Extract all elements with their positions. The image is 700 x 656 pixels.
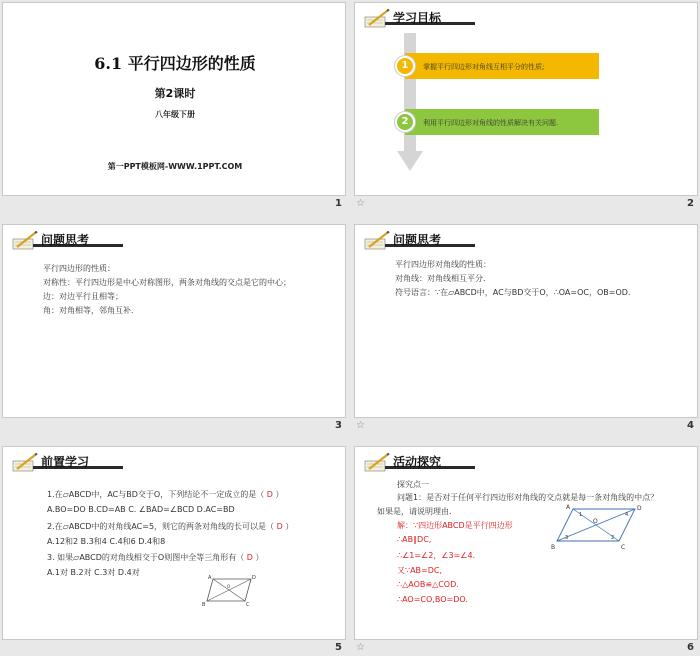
question-2-text: 2.在▱ABCD中的对角线AC=5，则它的两条对角线的长可以是（ bbox=[47, 522, 275, 531]
solution-line: ∴△AOB≌△COD. bbox=[397, 580, 459, 589]
solution-line: ∴∠1=∠2，∠3=∠4. bbox=[397, 551, 476, 560]
star-icon[interactable]: ☆ bbox=[356, 642, 365, 653]
figure-label-a: A bbox=[566, 504, 571, 511]
content-line: 对称性：平行四边形是中心对称图形，两条对角线的交点是它的中心； bbox=[43, 278, 291, 287]
figure-label-c: C bbox=[246, 602, 250, 608]
slide-6 bbox=[354, 446, 698, 640]
question-3-answer: D bbox=[246, 553, 253, 562]
slide-header bbox=[363, 453, 473, 475]
star-icon[interactable]: ☆ bbox=[356, 198, 365, 209]
question-2-options: A.12和2 B.3和4 C.4和6 D.4和8 bbox=[47, 537, 166, 546]
slide-subtitle: 第2课时 bbox=[154, 87, 196, 100]
header-title: 问题思考 bbox=[393, 233, 442, 247]
slide-1 bbox=[2, 2, 346, 196]
slide-header bbox=[11, 231, 121, 253]
slide-thumb-1[interactable] bbox=[2, 2, 346, 216]
header-title: 活动探究 bbox=[393, 455, 442, 469]
slide-number: 6 bbox=[687, 642, 694, 653]
header-title: 学习目标 bbox=[393, 11, 442, 25]
solution-line: ∴AO=CO,BO=DO. bbox=[397, 595, 468, 604]
slide-header bbox=[363, 9, 473, 31]
question-2-answer: D bbox=[276, 522, 283, 531]
figure-label-a: A bbox=[208, 575, 212, 581]
content-line: 边：对边平行且相等； bbox=[43, 292, 123, 301]
slide-2 bbox=[354, 2, 698, 196]
header-title: 前置学习 bbox=[41, 455, 90, 469]
figure-label-c: C bbox=[621, 544, 626, 551]
slide-number: 4 bbox=[687, 420, 694, 431]
solution-line: 解：∵四边形ABCD是平行四边形 bbox=[397, 521, 513, 530]
content-line: 如果是，请说明理由. bbox=[377, 507, 452, 516]
content-line: 探究点一 bbox=[397, 480, 429, 489]
slide-number: 1 bbox=[335, 198, 342, 209]
slide-number: 3 bbox=[335, 420, 342, 431]
figure-label-1: 1 bbox=[579, 512, 583, 518]
star-icon[interactable]: ☆ bbox=[356, 420, 365, 431]
slide-grade: 八年级下册 bbox=[155, 110, 195, 119]
slide-number: 5 bbox=[335, 642, 342, 653]
parallelogram-figure bbox=[199, 573, 259, 609]
pen-notebook-icon bbox=[363, 9, 391, 29]
question-1-end: ） bbox=[275, 490, 284, 499]
slide-thumb-3[interactable] bbox=[2, 224, 346, 438]
question-3-text: 3. 如果▱ABCD的对角线相交于O则图中全等三角形有（ bbox=[47, 553, 245, 562]
header-title: 问题思考 bbox=[41, 233, 90, 247]
goal-2-number: 2 bbox=[401, 116, 409, 127]
goal-2-circle bbox=[395, 112, 415, 132]
slide-title: 6.1 平行四边形的性质 bbox=[94, 54, 256, 73]
question-1-options: A.BO=DO B.CD=AB C. ∠BAD=∠BCD D.AC=BD bbox=[47, 505, 235, 514]
pen-notebook-icon bbox=[11, 453, 39, 473]
content-line: 平行四边形的性质： bbox=[43, 264, 115, 273]
content-line: 对角线：对角线相互平分. bbox=[395, 274, 486, 283]
solution-line: ∴AB∥DC, bbox=[397, 535, 432, 544]
figure-label-o: O bbox=[227, 584, 231, 589]
goal-1-text: 掌握平行四边形对角线互相平分的性质; bbox=[423, 63, 545, 71]
pen-notebook-icon bbox=[11, 231, 39, 251]
figure-label-b: B bbox=[551, 544, 556, 551]
figure-label-2: 2 bbox=[611, 535, 615, 541]
slide-thumb-6[interactable] bbox=[354, 446, 698, 656]
question-2-end: ） bbox=[285, 522, 294, 531]
question-1-answer: D bbox=[266, 490, 273, 499]
question-2 bbox=[47, 521, 293, 532]
content-line: 问题1：是否对于任何平行四边形对角线的交点就是每一条对角线的中点？ bbox=[397, 493, 659, 502]
figure-label-4: 4 bbox=[625, 512, 629, 518]
pen-notebook-icon bbox=[363, 231, 391, 251]
content-line: 角：对角相等，邻角互补. bbox=[43, 306, 134, 315]
slide-5 bbox=[2, 446, 346, 640]
solution-line: 又∵AB=DC, bbox=[397, 566, 443, 575]
goal-1-circle bbox=[395, 56, 415, 76]
figure-label-o: O bbox=[593, 518, 598, 525]
figure-label-d: D bbox=[252, 575, 256, 581]
content-line: 符号语言：∵在▱ABCD中，AC与BD交于O，∴OA=OC，OB=OD. bbox=[395, 288, 631, 297]
slide-header bbox=[11, 453, 121, 475]
slide-thumb-5[interactable] bbox=[2, 446, 346, 656]
goal-1-number: 1 bbox=[401, 60, 409, 71]
slide-thumb-2[interactable] bbox=[354, 2, 698, 216]
slide-header bbox=[363, 231, 473, 253]
slide-footer-text: 第一PPT模板网-WWW.1PPT.COM bbox=[107, 162, 243, 171]
question-1 bbox=[47, 489, 283, 500]
pen-notebook-icon bbox=[363, 453, 391, 473]
figure-label-d: D bbox=[637, 505, 642, 512]
question-1-text: 1.在▱ABCD中，AC与BD交于O，下列结论不一定成立的是（ bbox=[47, 490, 265, 499]
question-3-end: ） bbox=[255, 553, 264, 562]
figure-label-3: 3 bbox=[565, 535, 569, 541]
question-3 bbox=[47, 552, 263, 563]
content-line: 平行四边形对角线的性质： bbox=[395, 260, 491, 269]
parallelogram-figure bbox=[551, 503, 647, 553]
goal-2-text: 利用平行四边形对角线的性质解决有关问题. bbox=[423, 119, 559, 127]
slide-4 bbox=[354, 224, 698, 418]
slide-thumb-4[interactable] bbox=[354, 224, 698, 438]
slide-number: 2 bbox=[687, 198, 694, 209]
question-3-options: A.1对 B.2对 C.3对 D.4对 bbox=[47, 568, 140, 577]
figure-label-b: B bbox=[202, 602, 206, 608]
slide-3 bbox=[2, 224, 346, 418]
